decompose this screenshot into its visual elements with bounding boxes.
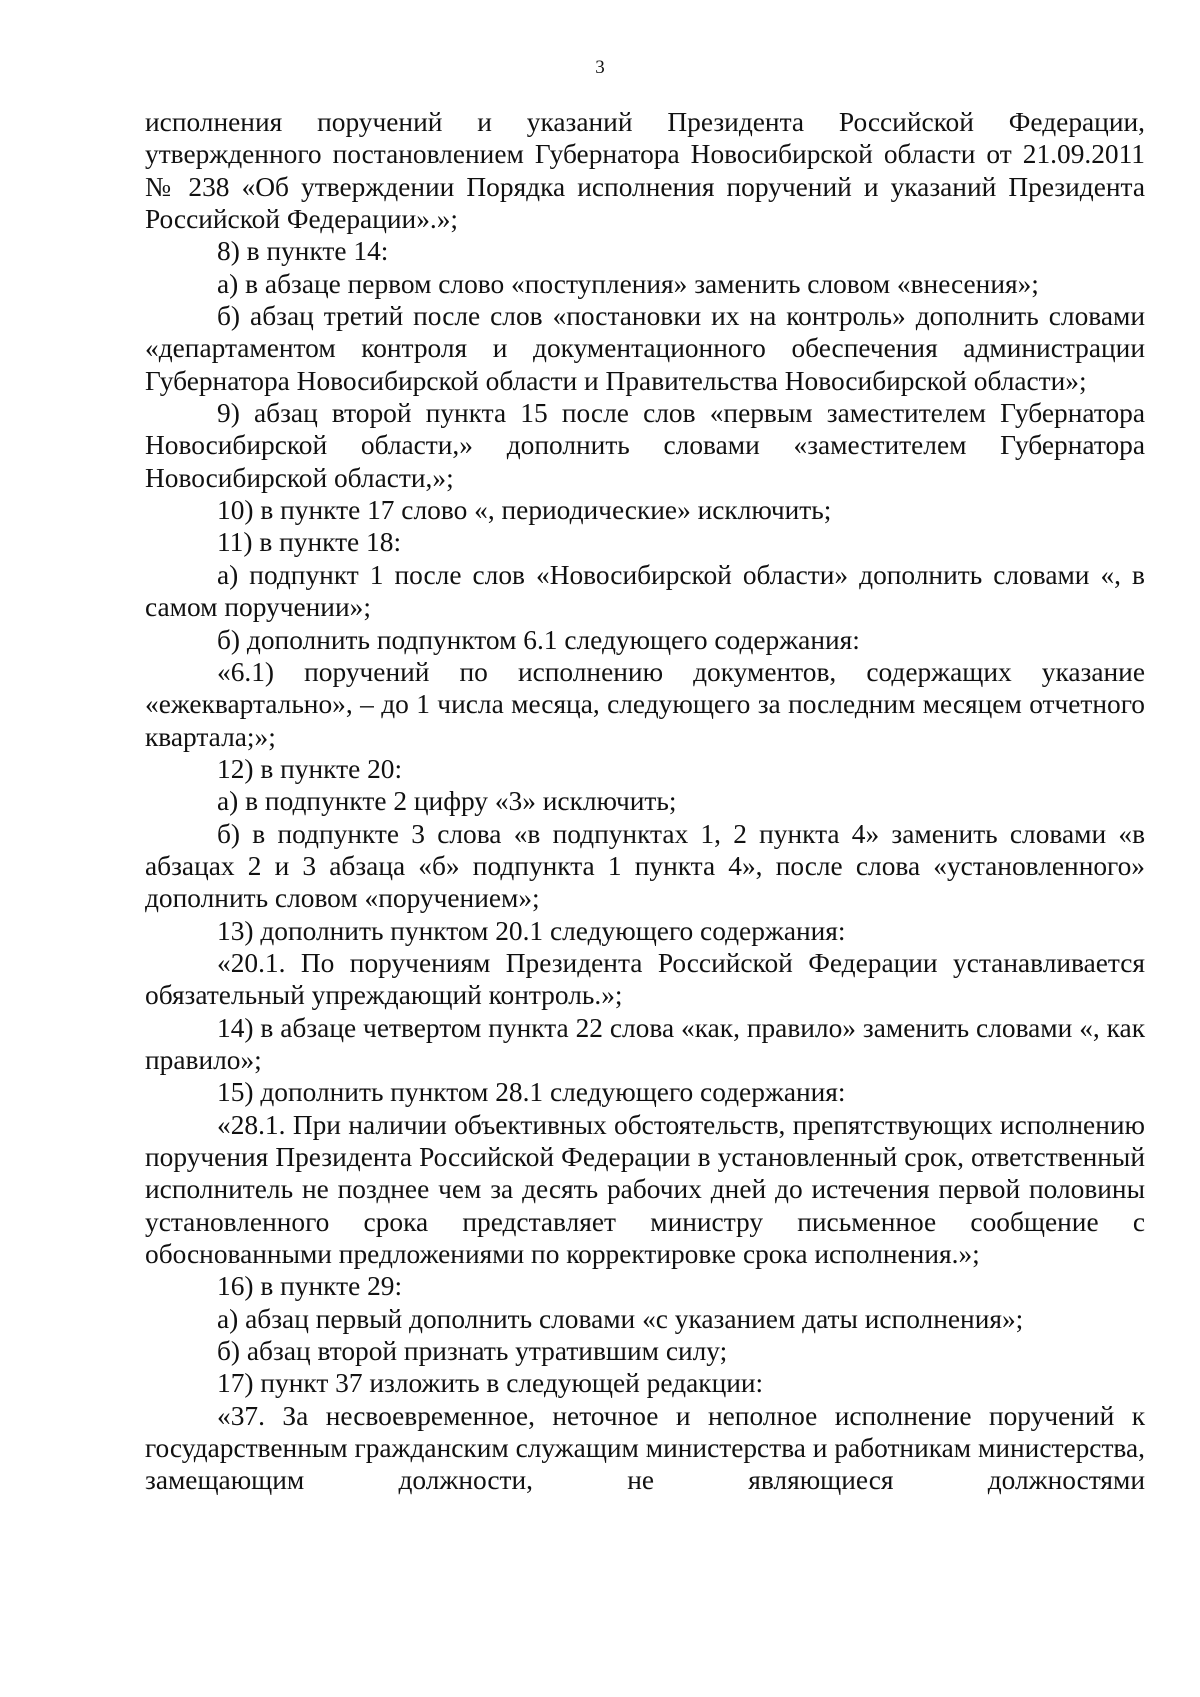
paragraph-13: б) в подпункте 3 слова «в подпунктах 1, 2 пункта 4» заменить словами «в абзацах 2 и 3 абзаца «б» подпункта 1 пункта 4», после слова «установленного» дополнить словом «поручением»; xyxy=(145,818,1145,914)
paragraph-18: «28.1. При наличии объективных обстоятельств, препятствующих исполнению поручения Президента Российской Федерации в установленный срок, ответственный исполнитель не позднее чем за десять рабочих дней до истечения первой половины установленного срока представляет министру письменное сообщение с обоснованными предложениями по корректировке срока исполнения.»; xyxy=(145,1109,1145,1270)
paragraph-3: а) в абзаце первом слово «поступления» заменить словом «внесения»; xyxy=(217,268,1039,299)
paragraph-20: а) абзац первый дополнить словами «с указанием даты исполнения»; xyxy=(217,1303,1024,1334)
paragraph-16: 14) в абзаце четвертом пункта 22 слова «как, правило» заменить словами «, как правило»; xyxy=(145,1012,1145,1075)
paragraph-11: 12) в пункте 20: xyxy=(217,753,403,784)
paragraph-19: 16) в пункте 29: xyxy=(217,1271,403,1302)
paragraph-12: а) в подпункте 2 цифру «3» исключить; xyxy=(217,786,677,817)
paragraph-7: 11) в пункте 18: xyxy=(217,527,402,558)
paragraph-17: 15) дополнить пунктом 28.1 следующего содержания: xyxy=(217,1077,846,1108)
paragraph-22: 17) пункт 37 изложить в следующей редакции: xyxy=(217,1368,764,1399)
paragraph-1: исполнения поручений и указаний Президента Российской Федерации, утвержденного постановлением Губернатора Новосибирской области от 21.09.2011 № 238 «Об утверждении Порядка исполнения поручений и указаний Президента Российской Федерации».»; xyxy=(145,107,1145,235)
paragraph-14: 13) дополнить пунктом 20.1 следующего содержания: xyxy=(217,915,846,946)
paragraph-9: б) дополнить подпунктом 6.1 следующего содержания: xyxy=(217,624,860,655)
paragraph-15: «20.1. По поручениям Президента Российской Федерации устанавливается обязательный упреждающий контроль.»; xyxy=(145,947,1145,1011)
paragraph-21: б) абзац второй признать утратившим силу; xyxy=(217,1336,728,1367)
page-number: 3 xyxy=(595,57,605,78)
paragraph-5: 9) абзац второй пункта 15 после слов «первым заместителем Губернатора Новосибирской области,» дополнить словами «заместителем Губернатора Новосибирской области,»; xyxy=(145,398,1145,493)
paragraph-4: б) абзац третий после слов «постановки их на контроль» дополнить словами «департаментом контроля и документационного обеспечения администрации Губернатора Новосибирской области и Правительства Новосибирской области»; xyxy=(145,301,1145,396)
paragraph-8: а) подпункт 1 после слов «Новосибирской области» дополнить словами «, в самом поручении»; xyxy=(145,559,1145,623)
document-body xyxy=(145,106,1145,1497)
paragraph-23: «37. За несвоевременное, неточное и неполное исполнение поручений к государственным гражданским служащим министерства и работникам министерства, замещающим должности, не являющиеся должностями xyxy=(145,1400,1145,1496)
paragraph-6: 10) в пункте 17 слово «, периодические» исключить; xyxy=(217,495,832,526)
paragraph-2: 8) в пункте 14: xyxy=(217,236,389,267)
paragraph-10: «6.1) поручений по исполнению документов, содержащих указание «ежеквартально», – до 1 числа месяца, следующего за последним месяцем отчетного квартала;»; xyxy=(145,656,1145,752)
